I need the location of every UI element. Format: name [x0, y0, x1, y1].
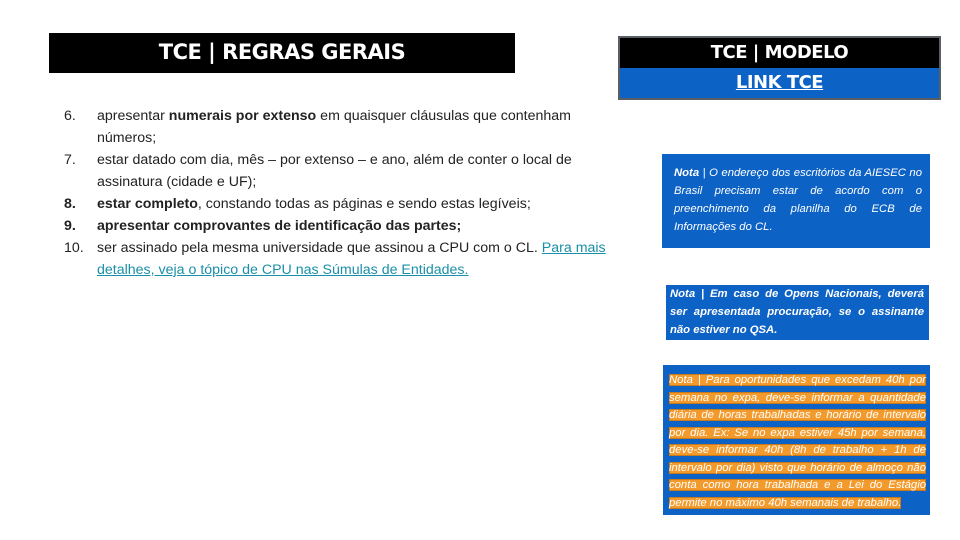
- rule-text: ser assinado pela mesma universidade que assinou a CPU com o CL.: [97, 240, 542, 256]
- link-tce[interactable]: LINK TCE: [620, 68, 939, 98]
- note-label: Nota: [674, 167, 700, 179]
- rule-text: apresentar: [97, 108, 169, 124]
- rule-emphasis: apresentar comprovantes de identificação das partes;: [97, 218, 462, 234]
- note-highlighted-text: [669, 374, 926, 509]
- note-text: | Para oportunidades que excedam 40h por semana no expa, deve-se informar a quantidade diária de horas trabalhadas e horário de intervalo por dia. Ex: Se no expa estiver 45h por semana, deve-se informar 40h (8h de trabalho + 1h de intervalo por dia) visto que horário de almoço não conta como hora trabalhada e a Lei do Estágio permite no máximo 40h semanais de trabalho.: [669, 374, 926, 509]
- rule-emphasis: estar completo: [97, 196, 198, 212]
- rule-item-7: [64, 149, 612, 193]
- rule-number: 9.: [64, 218, 76, 234]
- rule-emphasis: numerais por extenso: [168, 108, 317, 124]
- note-text: | Em caso de Opens Nacionais, deverá ser apresentada procuração, se o assinante não estiver no QSA.: [670, 288, 924, 336]
- rules-list: [64, 105, 612, 281]
- rule-number: 6.: [64, 108, 76, 124]
- rule-text: estar datado com dia, mês – por extenso – e ano, além de conter o local de assinatura (cidade e UF);: [97, 152, 572, 190]
- page-title: TCE | REGRAS GERAIS: [49, 33, 515, 73]
- note-label: Nota: [670, 288, 696, 300]
- rule-number: 10.: [64, 240, 84, 256]
- note-aiesec-address: [662, 154, 930, 248]
- tce-model-box: [618, 36, 941, 100]
- rule-number: 8.: [64, 196, 76, 212]
- rule-text: em quaisquer cláusulas que contenham números;: [97, 108, 571, 146]
- model-heading: TCE | MODELO: [620, 38, 939, 68]
- rule-item-6: [64, 105, 612, 149]
- note-40h-hours: [663, 365, 930, 515]
- note-text: | O endereço dos escritórios da AIESEC no Brasil precisam estar de acordo com o preenchimento da planilha do ECB de Informações do CL.: [674, 167, 922, 233]
- rule-text: , constando todas as páginas e sendo estas legíveis;: [197, 196, 531, 212]
- rule-number: 7.: [64, 152, 76, 168]
- note-opens-nacionais: [666, 285, 929, 340]
- rule-item-10: [64, 237, 612, 281]
- rule-item-8: [64, 193, 612, 215]
- cpu-details-link[interactable]: Para mais detalhes, veja o tópico de CPU nas Súmulas de Entidades.: [97, 240, 606, 278]
- rule-item-9: [64, 215, 612, 237]
- note-label: Nota: [669, 374, 693, 386]
